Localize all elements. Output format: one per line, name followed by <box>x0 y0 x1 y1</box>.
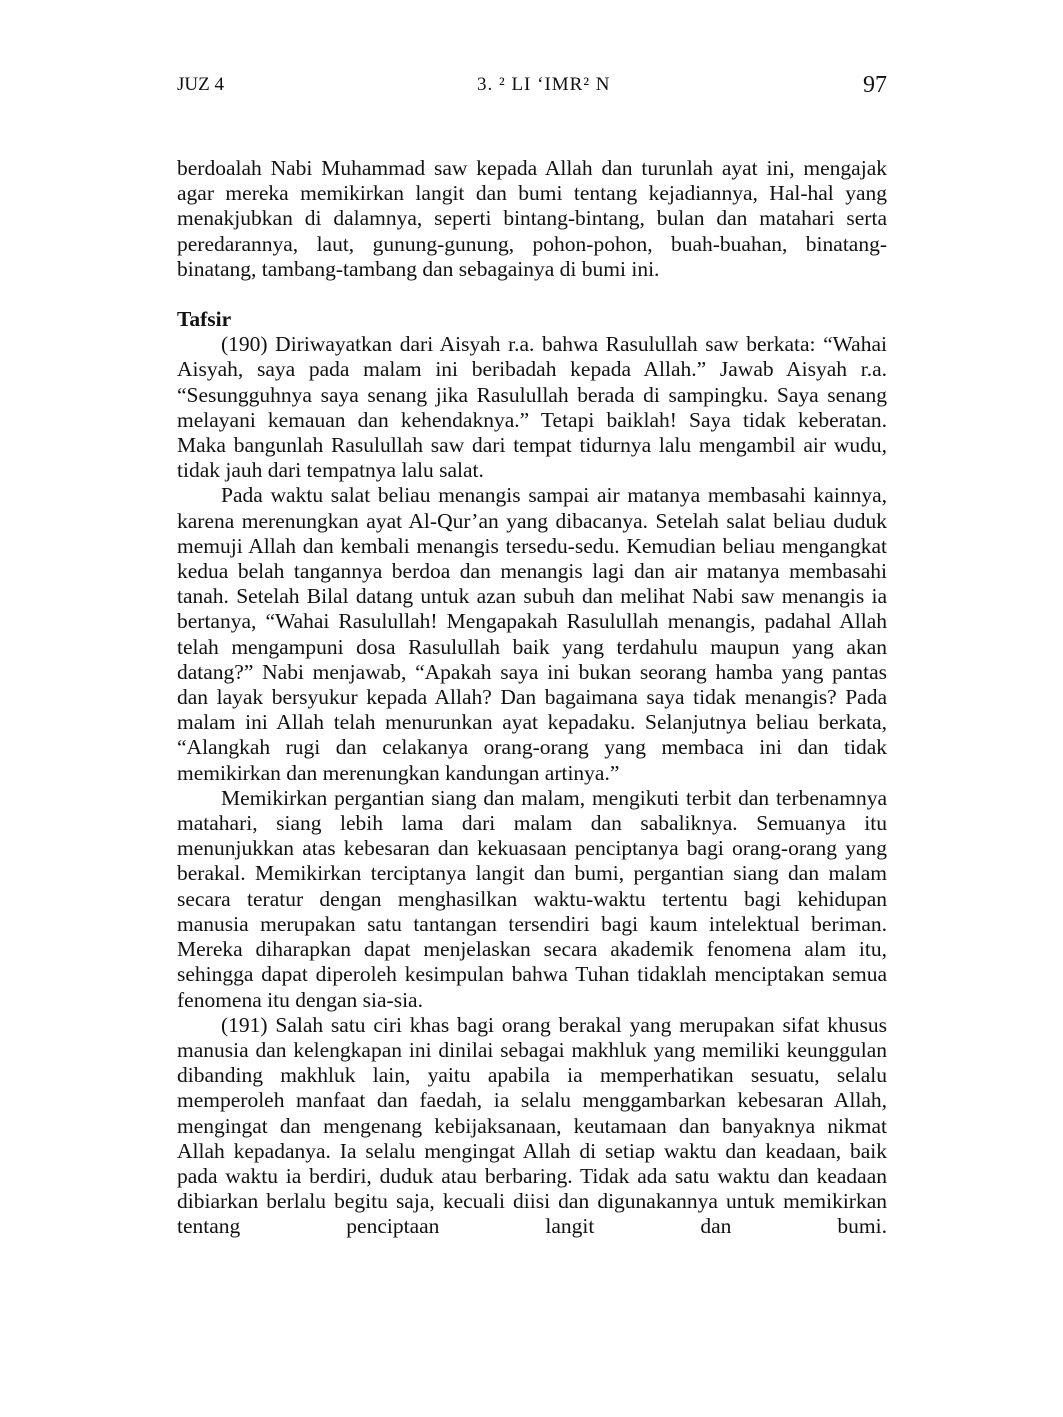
intro-paragraph: berdoalah Nabi Muhammad saw kepada Allah dan turunlah ayat ini, mengajak agar mereka memikirkan langit dan bumi tentang kejadiannya, Hal-hal yang menakjubkan di dalamnya, seperti bintang-bintang, bulan dan matahari serta peredarannya, laut, gunung-gunung, pohon-pohon, buah-buahan, binatang-binatang, tambang-tambang dan sebagainya di bumi ini. <box>177 156 887 281</box>
section-title: Tafsir <box>177 307 232 332</box>
surah-title: 3. ² LI ‘IMR² N <box>477 74 611 95</box>
juz-label: JUZ 4 <box>177 74 224 95</box>
paragraph-reflection: Memikirkan pergantian siang dan malam, mengikuti terbit dan terbenamnya matahari, siang lebih lama dari malam dan sabaliknya. Semuanya itu menunjukkan atas kebesaran dan kekuasaan penciptanya bagi orang-orang yang berakal. Memikirkan terciptanya langit dan bumi, pergantian siang dan malam secara teratur dengan menghasilkan waktu-waktu tertentu bagi kehidupan manusia merupakan satu tantangan tersendiri bagi kaum intelektual beriman. Mereka diharapkan dapat menjelaskan secara akademik fenomena alam itu, sehingga dapat diperoleh kesimpulan bahwa Tuhan tidaklah menciptakan semua fenomena itu dengan sia-sia. <box>177 785 887 1012</box>
paragraph-190: (190) Diriwayatkan dari Aisyah r.a. bahwa Rasulullah saw berkata: “Wahai Aisyah, saya pada malam ini beribadah kepada Allah.” Jawab Aisyah r.a. “Sesungguhnya saya senang jika Rasulullah berada di sampingku. Saya senang melayani kemauan dan kehendaknya.” Tetapi baiklah! Saya tidak keberatan. Maka bangunlah Rasulullah saw dari tempat tidurnya lalu mengambil air wudu, tidak jauh dari tempatnya lalu salat. <box>177 332 887 483</box>
paragraph-prayer: Pada waktu salat beliau menangis sampai air matanya membasahi kainnya, karena merenungkan ayat Al-Qur’an yang dibacanya. Setelah salat beliau duduk memuji Allah dan kembali menangis tersedu-sedu. Kemudian beliau mengangkat kedua belah tangannya berdoa dan menangis lagi dan air matanya membasahi tanah. Setelah Bilal datang untuk azan subuh dan melihat Nabi saw menangis ia bertanya, “Wahai Rasulullah! Mengapakah Rasulullah menangis, padahal Allah telah mengampuni dosa Rasulullah baik yang terdahulu maupun yang akan datang?” Nabi menjawab, “Apakah saya ini bukan seorang hamba yang pantas dan layak bersyukur kepada Allah? Dan bagaimana saya tidak menangis? Pada malam ini Allah telah menurunkan ayat kepadaku. Selanjutnya beliau berkata, “Alangkah rugi dan celakanya orang-orang yang membaca ini dan tidak memikirkan dan merenungkan kandungan artinya.” <box>177 483 887 785</box>
paragraph-191: (191) Salah satu ciri khas bagi orang berakal yang merupakan sifat khusus manusia dan kelengkapan ini dinilai sebagai makhluk yang memiliki keunggulan dibanding makhluk lain, yaitu apabila ia memperhatikan sesuatu, selalu memperoleh manfaat dan faedah, ia selalu menggambarkan kebesaran Allah, mengingat dan mengenang kebijaksanaan, keutamaan dan banyaknya nikmat Allah kepadanya. Ia selalu mengingat Allah di setiap waktu dan keadaan, baik pada waktu ia berdiri, duduk atau berbaring. Tidak ada satu waktu dan keadaan dibiarkan berlalu begitu saja, kecuali diisi dan digunakannya untuk memikirkan tentang penciptaan langit dan bumi. <box>177 1012 887 1239</box>
page-number: 97 <box>863 72 887 98</box>
running-header <box>177 72 887 106</box>
section-gap <box>177 282 887 307</box>
body-text <box>177 156 887 1240</box>
